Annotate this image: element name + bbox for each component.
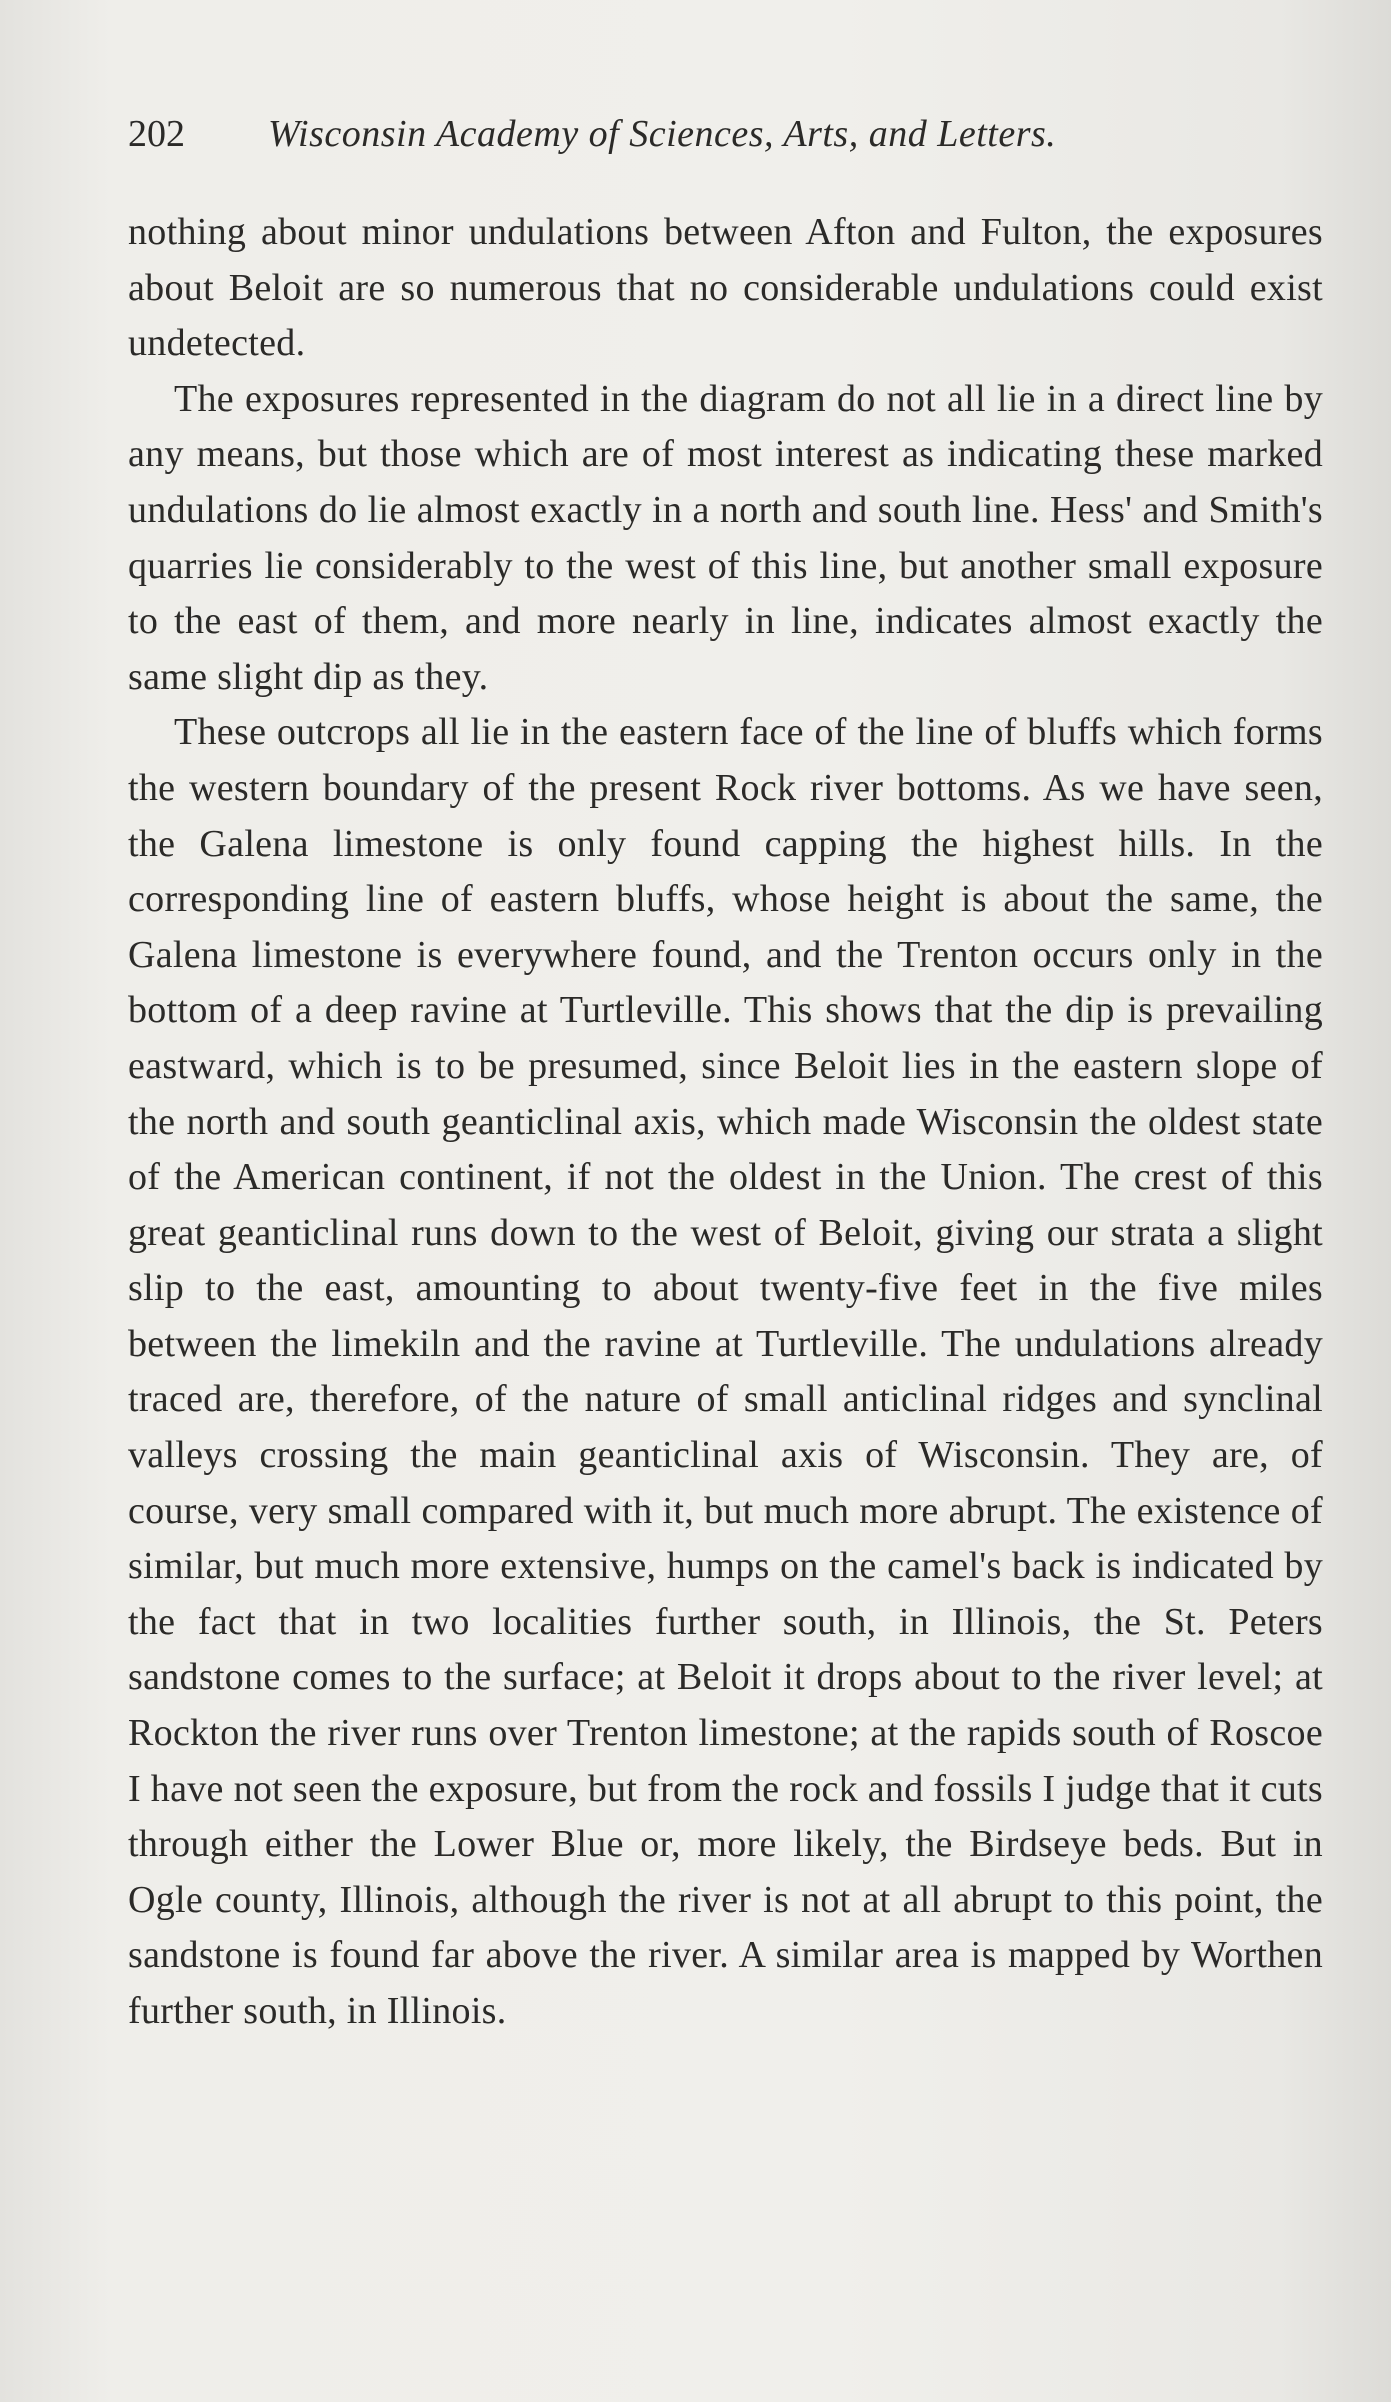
paragraph-outcrops: These outcrops all lie in the eastern face of the line of bluffs which forms the western boundary of the present Rock river bottoms. As we have seen, the Galena limestone is only found capping the highest hills. In the corresponding line of eastern bluffs, whose height is about the same, the Galena limestone is everywhere found, and the Trenton occurs only in the bottom of a deep ravine at Turtleville. This shows that the dip is prevailing eastward, which is to be presumed, since Beloit lies in the eastern slope of the north and south geanticlinal axis, which made Wisconsin the oldest state of the American continent, if not the oldest in the Union. The crest of this great geanticlinal runs down to the west of Beloit, giving our strata a slight slip to the east, amounting to about twenty-five feet in the five miles between the limekiln and the ravine at Turtleville. The undulations already traced are, therefore, of the nature of small anticlinal ridges and synclinal valleys crossing the main geanticlinal axis of Wisconsin. They are, of course, very small compared with it, but much more abrupt. The existence of similar, but much more extensive, humps on the camel's back is indicated by the fact that in two localities further south, in Illinois, the St. Peters sandstone comes to the surface; at Beloit it drops about to the river level; at Rockton the river runs over Trenton limestone; at the rapids south of Roscoe I have not seen the exposure, but from the rock and fossils I judge that it cuts through either the Lower Blue or, more likely, the Birdseye beds. But in Ogle county, Illinois, although the river is not at all abrupt to this point, the sandstone is found far above the river. A similar area is mapped by Worthen further south, in Illinois. bbox=[128, 711, 1323, 2032]
journal-title: Wisconsin Academy of Sciences, Arts, and Letters. bbox=[268, 113, 1057, 155]
paragraph-continuation: nothing about minor undulations between Afton and Fulton, the exposures about Beloit are so numerous that no considerable undulations could exist undetected. bbox=[128, 211, 1323, 365]
body-text bbox=[128, 205, 1323, 2040]
page-number: 202 bbox=[128, 113, 185, 155]
running-head bbox=[128, 104, 1328, 164]
paragraph-exposures: The exposures represented in the diagram do not all lie in a direct line by any means, but those which are of most interest as indicating these marked undulations do lie almost exactly in a north and south line. Hess' and Smith's quarries lie considerably to the west of this line, but another small exposure to the east of them, and more nearly in line, indicates almost exactly the same slight dip as they. bbox=[128, 377, 1323, 698]
